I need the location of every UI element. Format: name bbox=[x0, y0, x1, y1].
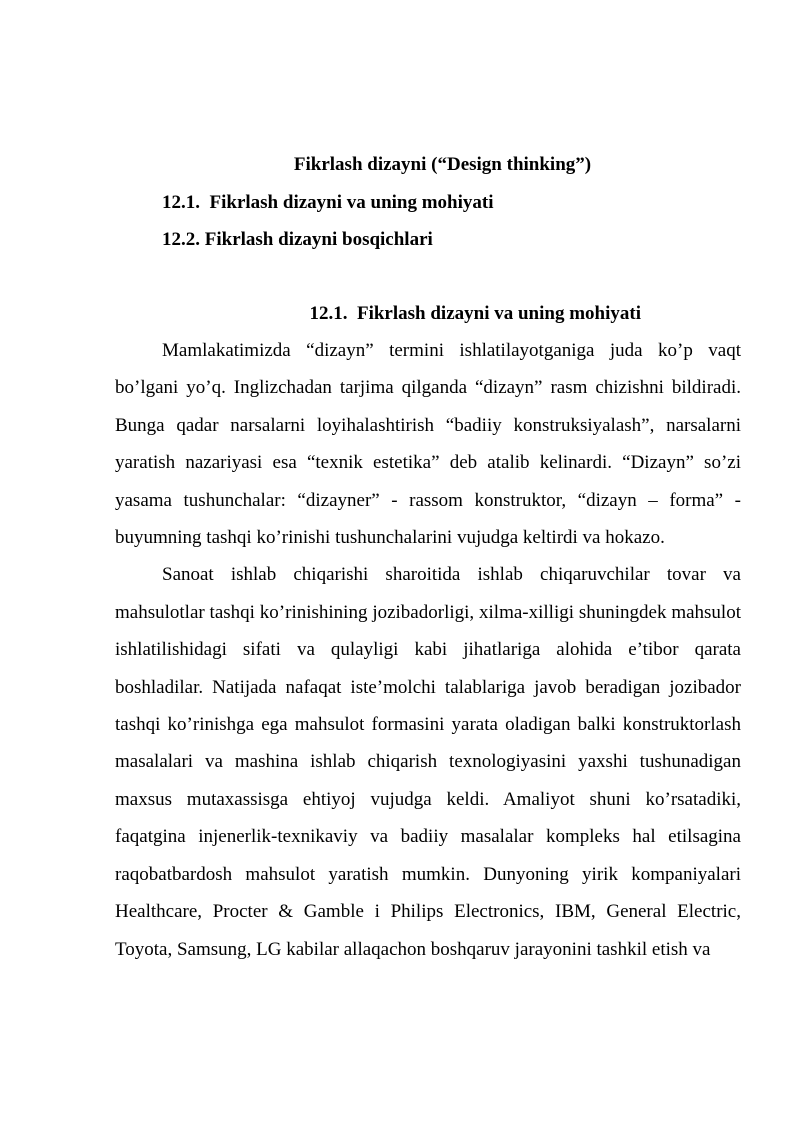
document-title: Fikrlash dizayni (“Design thinking”) bbox=[293, 154, 592, 175]
section-heading: 12.1. Fikrlash dizayni va uning mohiyati bbox=[309, 303, 641, 324]
paragraph-2: Sanoat ishlab chiqarishi sharoitida ishlab chiqaruvchilar tovar va mahsulotlar tashqi ko’rinishining jozibadorligi, xilma-xilligi shuningdek mahsulot ishlatilishidagi sifati va qulayligi kabi jihatlariga alohida e’tibor qarata boshladilar. Natijada nafaqat iste’molchi talablariga javob beradigan jozibador tashqi ko’rinishga ega mahsulot formasini yarata oladigan balki konstruktorlash masalalari va mashina ishlab chiqarish texnologiyasini yaxshi tushunadigan maxsus mutaxassisga ehtiyoj vujudga keldi. Amaliyot shuni ko’rsatadiki, faqatgina injenerlik-texnikaviy va badiiy masalalar kompleks hal etilsagina raqobatbardosh mahsulot yaratish mumkin. Dunyoning yirik kompaniyalari Healthcare, Procter & Gamble i Philips Electronics, IBM, General Electric, Toyota, Samsung, LG kabilar allaqachon boshqaruv jarayonini tashkil etish va bbox=[115, 564, 741, 960]
blank-line bbox=[115, 258, 741, 295]
toc-item-2: 12.2. Fikrlash dizayni bosqichlari bbox=[162, 229, 433, 250]
paragraph-1: Mamlakatimizda “dizayn” termini ishlatilayotganiga juda ko’p vaqt bo’lgani yo’q. Inglizchadan tarjima qilganda “dizayn” rasm chizishni bildiradi. Bunga qadar narsalarni loyihalashtirish “badiiy konstruksiyalash”, narsalarni yaratish nazariyasi esa “texnik estetika” deb atalib kelinardi. “Dizayn” so’zi yasama tushunchalar: “dizayner” - rassom konstruktor, “dizayn – forma” - buyumning tashqi ko’rinishi tushunchalarini vujudga keltirdi va hokazo. bbox=[115, 340, 741, 549]
toc-item-1: 12.1. Fikrlash dizayni va uning mohiyati bbox=[162, 192, 494, 213]
document-page bbox=[115, 146, 741, 968]
